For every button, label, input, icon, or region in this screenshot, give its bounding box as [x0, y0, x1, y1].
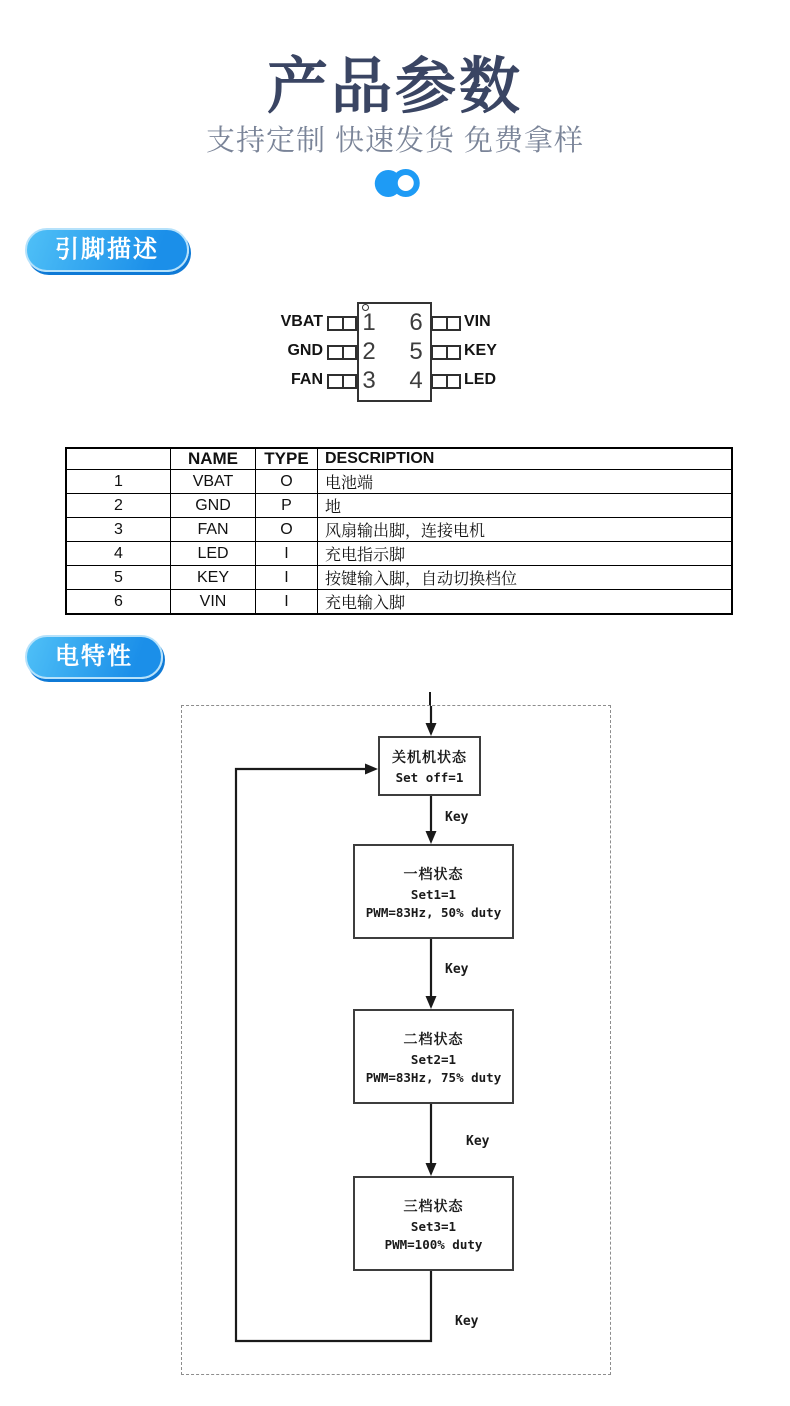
page-title: 产品参数 — [266, 52, 523, 120]
state-title: 关机机状态 — [392, 749, 467, 765]
pin-number-1: 1 — [362, 309, 376, 336]
pin-pad-3 — [327, 374, 357, 389]
pin-number-2: 2 — [362, 338, 376, 365]
pin-label-gnd: GND — [287, 342, 323, 359]
pin-pad-1 — [327, 316, 357, 331]
transition-key-label: Key — [445, 810, 469, 825]
pin-number-4: 4 — [409, 367, 423, 394]
table-row — [66, 470, 732, 494]
table-row — [66, 542, 732, 566]
pin-pad-5 — [431, 345, 461, 360]
section-badge-electrical: 电特性 — [25, 635, 163, 679]
table-row — [66, 518, 732, 542]
pin-label-fan: FAN — [291, 371, 323, 388]
cell-pin: 4 — [66, 542, 171, 566]
pad-divider — [446, 376, 448, 387]
flowchart-entry-line — [429, 692, 431, 706]
ring-circle-icon — [392, 169, 420, 197]
pad-divider — [342, 347, 344, 358]
state-pwm: PWM=83Hz, 75% duty — [365, 1069, 502, 1085]
section-badge-pin-description: 引脚描述 — [25, 228, 189, 272]
pin-pad-2 — [327, 345, 357, 360]
state-pwm: PWM=83Hz, 50% duty — [365, 904, 502, 920]
table-row — [66, 494, 732, 518]
state-pwm: PWM=100% duty — [384, 1236, 483, 1252]
transition-key-label: Key — [455, 1314, 479, 1329]
pad-divider — [446, 318, 448, 329]
pin-label-vbat: VBAT — [280, 313, 323, 330]
cell-pin: 1 — [66, 470, 171, 494]
cell-pin: 3 — [66, 518, 171, 542]
cell-name: FAN — [171, 518, 256, 542]
cell-pin: 2 — [66, 494, 171, 518]
cell-description: 电池端 — [318, 470, 733, 494]
state-set: Set off=1 — [395, 770, 464, 785]
pin-label-key: KEY — [464, 342, 497, 359]
transition-key-label: Key — [466, 1134, 490, 1149]
pin-number-6: 6 — [409, 309, 423, 336]
cell-type: O — [256, 518, 318, 542]
header-pin — [66, 448, 171, 470]
state-title: 三档状态 — [403, 1197, 464, 1214]
brand-dots-icon — [375, 169, 420, 197]
state-box-gear1 — [353, 844, 514, 939]
state-set: Set3=1 — [410, 1218, 457, 1234]
pad-divider — [342, 318, 344, 329]
state-box-gear2 — [353, 1009, 514, 1104]
table-row — [66, 566, 732, 590]
cell-name: VIN — [171, 590, 256, 615]
table-row — [66, 590, 732, 615]
cell-description: 按键输入脚，自动切换档位 — [318, 566, 733, 590]
cell-type: I — [256, 566, 318, 590]
cell-name: GND — [171, 494, 256, 518]
cell-name: VBAT — [171, 470, 256, 494]
cell-type: P — [256, 494, 318, 518]
pin-pad-6 — [431, 316, 461, 331]
state-title: 一档状态 — [403, 865, 464, 882]
cell-pin: 6 — [66, 590, 171, 615]
header-name: NAME — [171, 448, 256, 470]
state-set: Set1=1 — [410, 886, 457, 902]
cell-description: 风扇输出脚，连接电机 — [318, 518, 733, 542]
header-description: DESCRIPTION — [318, 448, 733, 470]
table-header-row — [66, 448, 732, 470]
pin-number-3: 3 — [362, 367, 376, 394]
pin-label-led: LED — [464, 371, 496, 388]
cell-type: O — [256, 470, 318, 494]
pad-divider — [342, 376, 344, 387]
page-subtitle: 支持定制 快速发货 免费拿样 — [205, 125, 585, 157]
cell-pin: 5 — [66, 566, 171, 590]
cell-description: 充电输入脚 — [318, 590, 733, 615]
transition-key-label: Key — [445, 962, 469, 977]
pin-description-table — [65, 447, 733, 615]
header-type: TYPE — [256, 448, 318, 470]
cell-name: LED — [171, 542, 256, 566]
pad-divider — [446, 347, 448, 358]
pin-label-vin: VIN — [464, 313, 491, 330]
cell-description: 地 — [318, 494, 733, 518]
state-title: 二档状态 — [403, 1030, 464, 1047]
state-flowchart — [181, 705, 611, 1375]
cell-type: I — [256, 590, 318, 615]
cell-type: I — [256, 542, 318, 566]
cell-description: 充电指示脚 — [318, 542, 733, 566]
state-box-gear3 — [353, 1176, 514, 1271]
pin-pad-4 — [431, 374, 461, 389]
state-set: Set2=1 — [410, 1051, 457, 1067]
state-box-off — [378, 736, 481, 796]
cell-name: KEY — [171, 566, 256, 590]
pin-number-5: 5 — [409, 338, 423, 365]
